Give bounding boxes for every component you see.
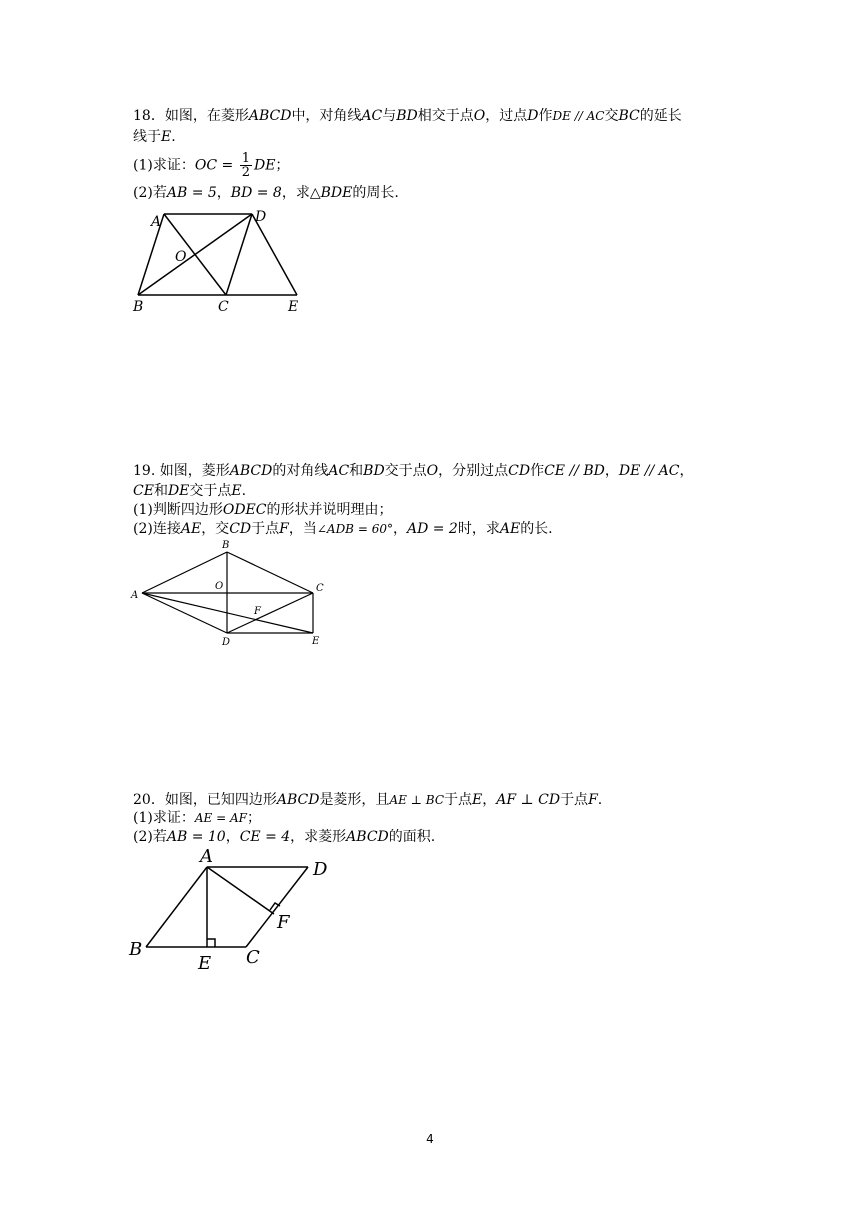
label-F: F [254,606,261,617]
label-D: D [255,209,267,225]
label-B: B [133,299,144,315]
q19-part1: (1)判断四边形ODEC的形状并说明理由； [133,502,393,518]
q19-part2: (2)连接AE，交CD于点F，当∠ADB = 60°，AD = 2时，求AE的长. [133,521,553,537]
fraction-one-half: $\frac{1}{2}$ [241,151,250,180]
label-F: F [277,912,290,933]
page-number: 4 [426,1132,434,1146]
label-E: E [198,953,212,974]
q19-stem-line2: CE和DE交于点E. [133,483,247,499]
label-C: C [316,583,324,594]
label-A: A [131,590,139,601]
label-C: C [218,299,229,315]
label-A: A [151,214,162,230]
label-E: E [312,636,320,647]
q20-part1: (1)求证：AE = AF； [133,810,261,826]
label-B: B [222,540,230,551]
label-A: A [200,846,213,867]
label-D: D [222,637,231,648]
label-B: B [129,939,143,960]
label-D: D [313,859,328,880]
q18-part2: (2)若AB = 5，BD = 8，求△BDE的周长. [133,185,399,201]
label-C: C [246,947,260,968]
q20-part2: (2)若AB = 10，CE = 4，求菱形ABCD的面积. [133,829,436,845]
q20-stem-line1: 20．如图，已知四边形ABCD是菱形，且AE ⊥ BC于点E，AF ⊥ CD于点F. [133,792,603,808]
q18-stem-line2: 线于E. [133,129,176,145]
label-O: O [175,249,187,265]
label-E: E [288,299,299,315]
q19-stem-line1: 19. 如图，菱形ABCD的对角线AC和BD交于点O，分别过点CD作CE // BD，DE // AC， [133,463,694,479]
q18-part1: (1)求证：OC = $\frac{1}{2}$ DE； [133,151,290,180]
label-O: O [215,581,224,592]
q18-stem-line1: 18．如图，在菱形ABCD中，对角线AC与BD相交于点O，过点D作DE // AC交BC的延长 [133,108,682,124]
